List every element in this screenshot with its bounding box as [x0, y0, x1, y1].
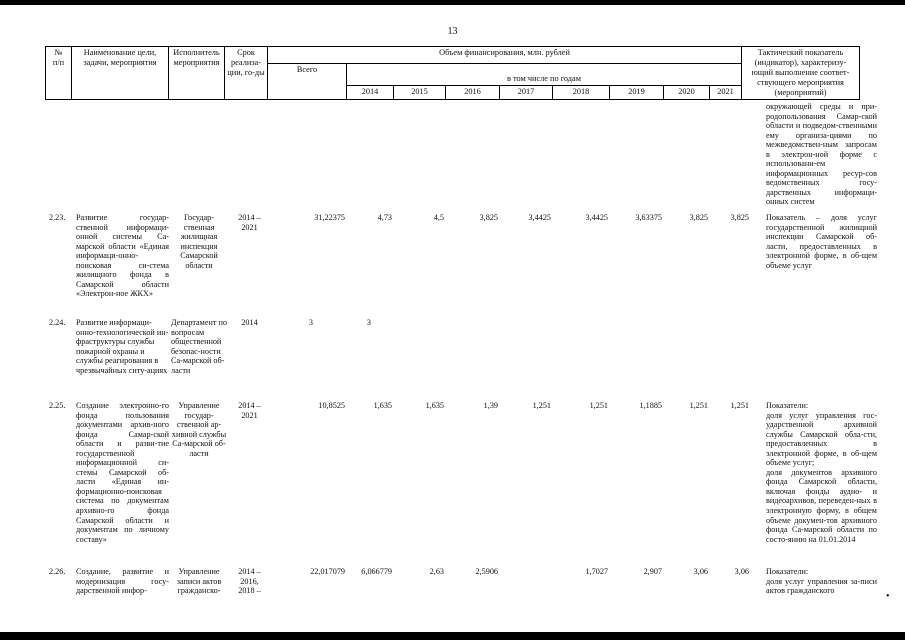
row-number: 2.25.: [49, 401, 66, 410]
row-2016: 3,825: [479, 213, 498, 222]
row-2021: 3,825: [730, 213, 749, 222]
header-term: Срок реализа-ции, го-ды: [225, 47, 268, 100]
row-name: Развитие информаци-онно-технологической ин-фраструктуры службы пожарной охраны и службы реагирования в чрезвычайных ситу-ациях: [76, 318, 169, 375]
row-2015: 1,635: [425, 401, 444, 410]
row-2021: 1,251: [730, 401, 749, 410]
row-2014: 4,73: [377, 213, 392, 222]
header-year: 2015: [394, 86, 446, 100]
trailing-mark: •: [886, 591, 890, 602]
row-term: 2014: [241, 318, 258, 327]
row-2016: 1,39: [483, 401, 498, 410]
row-executor: Департамент по вопросам общественной безопас-ности Са-марской об-ласти: [171, 318, 227, 375]
row-indicator: Показатель – доля услуг государственной жилищной инспекции Самарской об-ласти, предоставленных в электронной форме, в об-щем объеме услуг: [766, 213, 877, 270]
header-year: 2020: [664, 86, 710, 100]
row-2020: 3,825: [689, 213, 708, 222]
page-number: 13: [447, 26, 458, 37]
row-2018: 1,251: [589, 401, 608, 410]
indicator-continuation: окружающей среды и при-родопользования Самар-ской области и подведом-ственными ему организа-циями по межведомствен-ным запросам в электрон-ной форме с использовани-ем информационных ресур-сов ведомственных госу-дарственных информаци-онных систем: [766, 102, 877, 207]
row-name: Развитие государ-ственной информаци-онной системы Са-марской области «Единая информаци-онно-поисковая си-стема жилищного фонда в Самарской области «Электрон-ное ЖКХ»: [76, 213, 169, 299]
header-year: 2016: [446, 86, 500, 100]
row-number: 2.26.: [49, 567, 66, 576]
row-term: 2014 – 2021: [238, 401, 261, 420]
header-year: 2021: [710, 86, 742, 100]
header-year: 2017: [500, 86, 553, 100]
row-executor: Управление государ-ственной ар-хивной службы Са-марской об-ласти: [171, 401, 227, 458]
header-by-years: в том числе по годам: [347, 64, 742, 86]
row-indicator: Показатели: доля услуг управления за-писи актов гражданского: [766, 567, 877, 596]
row-2021: 3,06: [734, 567, 749, 576]
row-total: 22,017079: [310, 567, 345, 576]
table-header: [45, 46, 860, 100]
header-indicator: Тактический показатель (индикатор), характеризу-ющий выполнение соответ-ствующего мероприятия (мероприятий): [742, 47, 860, 100]
row-2015: 2,63: [429, 567, 444, 576]
header-executor: Исполнитель мероприятия: [169, 47, 225, 100]
row-2020: 1,251: [689, 401, 708, 410]
row-2017: 1,251: [532, 401, 551, 410]
row-2014: 3: [366, 318, 371, 327]
row-2018: 3,4425: [585, 213, 608, 222]
row-2018: 1,7027: [585, 567, 608, 576]
header-name: Наименование цели, задачи, мероприятия: [72, 47, 169, 100]
row-name: Создание электронно-го фонда пользования документами архив-ного фонда Самар-ской области и разви-тие государственной информационной си-стемы Самарской об-ласти «Единая ин-формационно-поисковая система по документам архивно-го фонда Самарской области и документам по личному составу»: [76, 401, 169, 544]
table-body: [45, 102, 903, 612]
header-no: № п/п: [46, 47, 72, 100]
row-2016: 2,5906: [475, 567, 498, 576]
row-total: 31,22375: [314, 213, 345, 222]
top-border: [0, 0, 905, 5]
row-2015: 4,5: [433, 213, 444, 222]
row-2014: 6,066779: [361, 567, 392, 576]
row-term: 2014 – 2021: [238, 213, 261, 232]
row-total: 3: [308, 318, 313, 327]
row-total: 10,8525: [318, 401, 345, 410]
row-2019: 3,63375: [635, 213, 662, 222]
row-2017: 3,4425: [528, 213, 551, 222]
header-year: 2018: [553, 86, 610, 100]
row-indicator: Показатели: доля услуг управления гос-ударственной архивной службы Самарской обла-сти, предоставленных в электронной форме, в об-щем объеме услуг; доля документов архивного фонда Самарской области, включая фонды аудио- и видеоархивов, переведен-ных в электронную форму, в общем объеме докумен-тов архивного фонда Са-марской области по состо-янию на 01.01.2014: [766, 401, 877, 544]
row-number: 2.23.: [49, 213, 66, 222]
header-funding: Объем финансирования, млн. рублей: [268, 47, 742, 64]
row-number: 2.24.: [49, 318, 66, 327]
header-year: 2014: [347, 86, 394, 100]
bottom-border: [0, 632, 905, 640]
header-total: Всего: [268, 64, 347, 100]
row-term: 2014 – 2016, 2018 –: [238, 567, 261, 596]
row-name: Создание, развитие и модернизация госу-дарственной инфор-: [76, 567, 169, 596]
row-executor: Управление записи актов гражданско-: [176, 567, 222, 596]
row-2019: 2,907: [643, 567, 662, 576]
row-2019: 1,1885: [639, 401, 662, 410]
row-2020: 3,06: [693, 567, 708, 576]
row-2014: 1,635: [373, 401, 392, 410]
header-year: 2019: [610, 86, 664, 100]
row-executor: Государ-ственная жилищная инспекция Самарской области: [180, 213, 218, 270]
